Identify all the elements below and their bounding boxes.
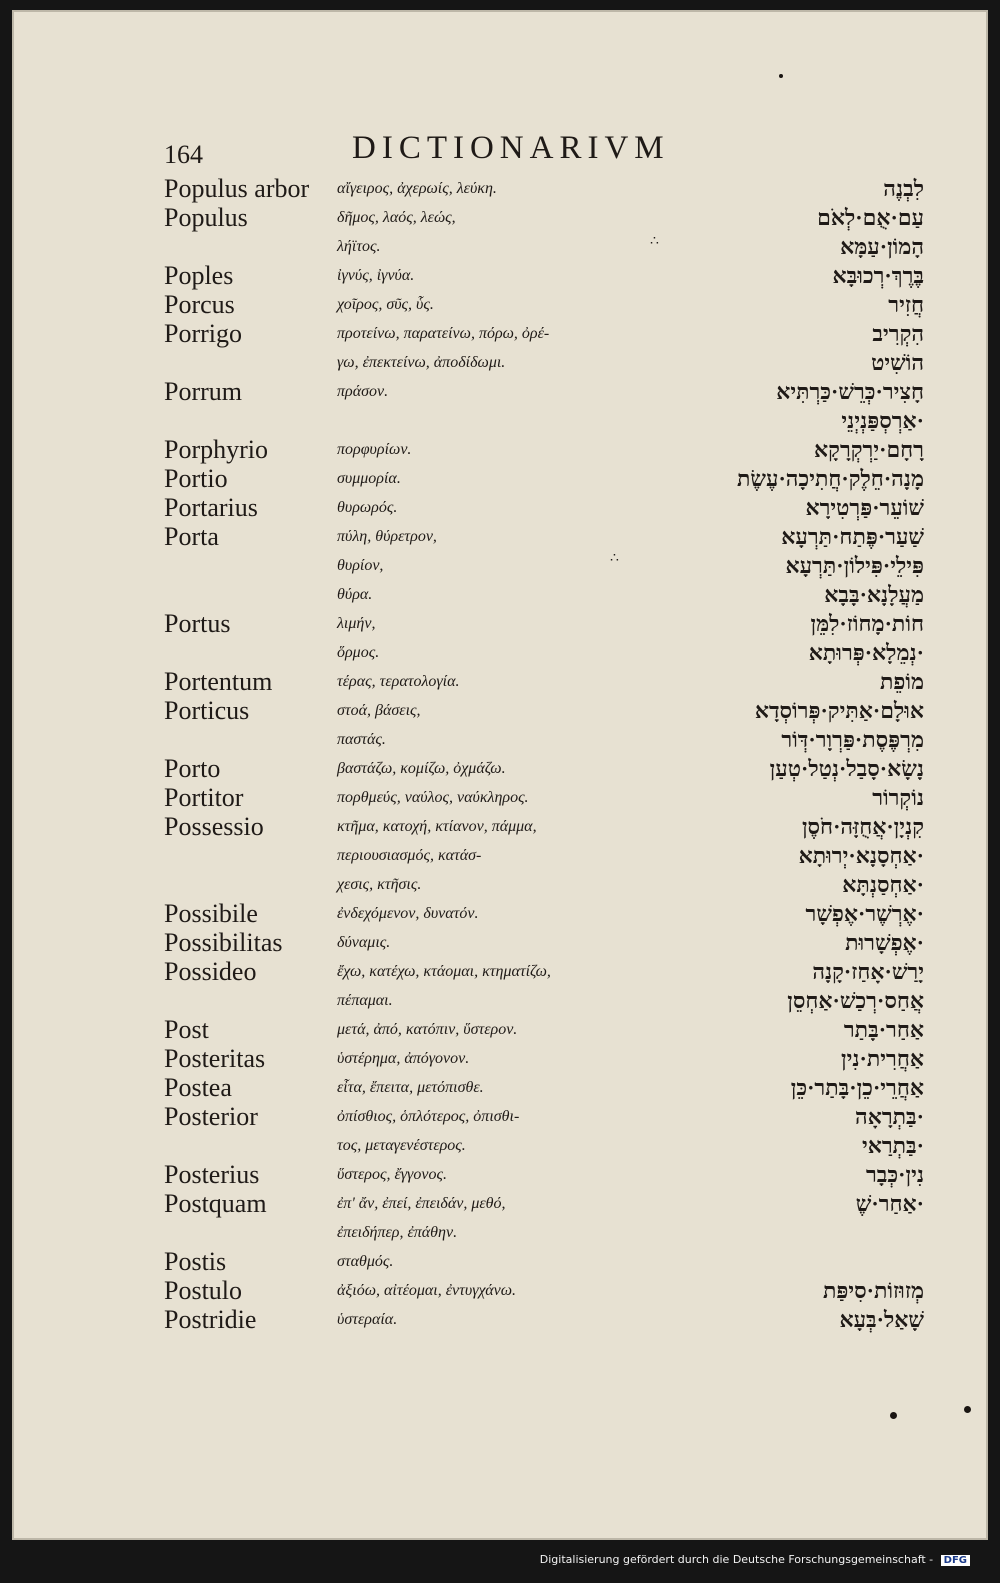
digitization-footer (540, 1553, 970, 1566)
hebrew-gloss: רָחָם·יַרְקְרָקָא (814, 437, 924, 462)
hebrew-gloss: אוּלָם·אַתִּיק·פְּרוֹסְדָא (754, 698, 924, 723)
entry-row (14, 551, 988, 580)
entry-row (14, 609, 988, 638)
greek-gloss: ὑστεραία. (337, 1311, 398, 1328)
latin-headword: Porrum (164, 377, 242, 406)
latin-headword: Postulo (164, 1276, 243, 1305)
greek-gloss: τέρας, τερατολογία. (337, 673, 460, 690)
hebrew-gloss: ·נְמֵלָא·פְּרוּתָא (808, 640, 924, 665)
greek-gloss: εἶτα, ἔπειτα, μετόπισθε. (337, 1079, 484, 1096)
entry-row (14, 580, 988, 609)
latin-headword: Posterior (164, 1102, 258, 1131)
hebrew-gloss: מִרְפֶּסֶת·פַּרְוָר·דְּוֹר (781, 727, 924, 752)
entry-row (14, 261, 988, 290)
hebrew-gloss: יָרַשׁ·אָחַז·קָנָה (812, 959, 924, 984)
hebrew-gloss: אַחֲרִית·נִין (840, 1046, 924, 1071)
latin-headword: Porrigo (164, 319, 242, 348)
greek-gloss: γω, ἐπεκτείνω, ἀποδίδωμι. (337, 354, 506, 371)
entry-row (14, 841, 988, 870)
greek-gloss: περιουσιασμός, κατάσ- (337, 847, 482, 864)
entry-row (14, 1218, 988, 1247)
greek-gloss: δῆμος, λαός, λεώς, (337, 209, 456, 226)
greek-gloss: ἰγνύς, ἰγνύα. (337, 267, 415, 284)
entry-row (14, 1160, 988, 1189)
greek-gloss: ὕστερος, ἔγγονος. (337, 1166, 447, 1183)
latin-headword: Possibile (164, 899, 258, 928)
hebrew-gloss: ·אֶפְשָׁרוּת (845, 930, 924, 955)
hebrew-gloss: מַעֲלָנָא·בָּבָא (824, 582, 924, 607)
hebrew-gloss: ·אַחְסָנָא·יְרוּתָא (798, 843, 924, 868)
entry-row (14, 1189, 988, 1218)
entry-row (14, 348, 988, 377)
entry-row (14, 667, 988, 696)
entry-row (14, 377, 988, 406)
speck-mark (890, 1412, 897, 1419)
latin-headword: Populus (164, 203, 248, 232)
hebrew-gloss: ·אַחַר·שֶׁ (855, 1191, 924, 1216)
greek-gloss: ὀπίσθιος, ὁπλότερος, ὀπισθι- (337, 1108, 520, 1125)
greek-gloss: στοά, βάσεις, (337, 702, 421, 719)
hebrew-gloss: מָנָה·חֵלֶק·חֲתִיכָה·עֶשֶׂת (737, 466, 924, 491)
latin-headword: Postridie (164, 1305, 257, 1334)
hebrew-gloss: הָמוֹן·עַמָּא (840, 234, 924, 259)
latin-headword: Post (164, 1015, 209, 1044)
greek-gloss: ἔχω, κατέχω, κτάομαι, κτηματίζω, (337, 963, 551, 980)
hebrew-gloss: ·אַחְסַנְתָּא (842, 872, 924, 897)
hebrew-gloss: נוֹקְרוֹר (872, 785, 924, 810)
entry-row (14, 1131, 988, 1160)
ornament-mark: ∴ (650, 234, 659, 249)
greek-gloss: δύναμις. (337, 934, 391, 951)
entry-row (14, 1073, 988, 1102)
greek-gloss: ἐπειδήπερ, ἐπάθην. (337, 1224, 458, 1241)
greek-gloss: προτείνω, παρατείνω, πόρω, ὀρέ- (337, 325, 550, 342)
entry-row (14, 319, 988, 348)
hebrew-gloss: הִקְרִיב (872, 321, 924, 346)
latin-headword: Portio (164, 464, 228, 493)
hebrew-gloss: בֶּרֶךְ·רְכוּבָּא (832, 263, 924, 288)
entry-row (14, 638, 988, 667)
hebrew-gloss: ·אַרְסְפַּנְיְנֵי (841, 408, 924, 433)
speck-mark (964, 1406, 971, 1413)
greek-gloss: μετά, ἀπό, κατόπιν, ὕστερον. (337, 1021, 518, 1038)
entry-row (14, 1247, 988, 1276)
greek-gloss: ἀξιόω, αἰτέομαι, ἐντυγχάνω. (337, 1282, 517, 1299)
entry-row (14, 899, 988, 928)
entry-row (14, 1305, 988, 1334)
greek-gloss: σταθμός. (337, 1253, 394, 1270)
entry-row (14, 174, 988, 203)
latin-headword: Populus arbor (164, 174, 310, 203)
latin-headword: Porto (164, 754, 221, 783)
latin-headword: Possibilitas (164, 928, 283, 957)
ornament-mark: ∴ (610, 551, 619, 566)
running-head: DICTIONARIVM (352, 130, 670, 166)
latin-headword: Portitor (164, 783, 244, 812)
hebrew-gloss: קִנְיָן·אֲחֻזָּה·חֹסֶן (801, 814, 924, 839)
latin-headword: Postea (164, 1073, 232, 1102)
entry-row (14, 232, 988, 261)
entry-row (14, 928, 988, 957)
hebrew-gloss: שׁוֹעֵר·פַּרְטִירָא (805, 495, 924, 520)
entry-row (14, 986, 988, 1015)
greek-gloss: θυρίον, (337, 557, 384, 574)
hebrew-gloss: חוֹת·מָחוֹז·לִמֵּן (810, 611, 924, 636)
hebrew-gloss: אַחַר·בָּתַר (843, 1017, 924, 1042)
entry-row (14, 464, 988, 493)
hebrew-gloss: מְזוּזוֹת·סִיפַּת (823, 1278, 924, 1303)
latin-headword: Portus (164, 609, 231, 638)
greek-gloss: συμμορία. (337, 470, 401, 487)
hebrew-gloss: חָצִיר·כְּרֵשׁ·כַּרְתִּיא (776, 379, 924, 404)
greek-gloss: πράσον. (337, 383, 389, 400)
greek-gloss: πύλη, θύρετρον, (337, 528, 437, 545)
entry-row (14, 435, 988, 464)
greek-gloss: ἐνδεχόμενον, δυνατόν. (337, 905, 479, 922)
entry-row (14, 870, 988, 899)
page-number: 164 (164, 140, 203, 169)
entry-row (14, 1102, 988, 1131)
entry-row (14, 203, 988, 232)
entry-row (14, 406, 988, 435)
entry-row (14, 696, 988, 725)
greek-gloss: πορθμεύς, ναύλος, ναύκληρος. (337, 789, 529, 806)
hebrew-gloss: שַׁעַר·פֶּתַח·תַּרְעָא (781, 524, 924, 549)
greek-gloss: βαστάζω, κομίζω, ὀχμάζω. (337, 760, 506, 777)
latin-headword: Porcus (164, 290, 235, 319)
latin-headword: Posteritas (164, 1044, 266, 1073)
greek-gloss: ἐπ' ἄν, ἐπεί, ἐπειδάν, μεθό, (337, 1195, 506, 1212)
hebrew-gloss: חֲזִיר (888, 292, 924, 317)
greek-gloss: αἴγειρος, ἀχερωίς, λεύκη. (337, 180, 497, 197)
entry-row (14, 1015, 988, 1044)
latin-headword: Postquam (164, 1189, 267, 1218)
entry-row (14, 522, 988, 551)
footer-credit: Digitalisierung gefördert durch die Deutsche Forschungsgemeinschaft - (539, 1553, 934, 1566)
entry-row (14, 1276, 988, 1305)
latin-headword: Portarius (164, 493, 258, 522)
greek-gloss: λήϊτος. (337, 238, 381, 255)
dfg-logo: DFG (941, 1555, 970, 1566)
hebrew-gloss: מוֹפֵת (879, 669, 924, 694)
greek-gloss: πορφυρίων. (337, 441, 412, 458)
entry-row (14, 290, 988, 319)
greek-gloss: χεσις, κτῆσις. (337, 876, 422, 893)
latin-headword: Possessio (164, 812, 264, 841)
greek-gloss: θύρα. (337, 586, 373, 603)
latin-headword: Porticus (164, 696, 250, 725)
latin-headword: Poples (164, 261, 234, 290)
hebrew-gloss: פִּילֵי·פִּילוֹן·תַּרְעָא (785, 553, 924, 578)
greek-gloss: χοῖρος, σῦς, ὗς. (337, 296, 434, 313)
latin-headword: Porphyrio (164, 435, 268, 464)
greek-gloss: τος, μεταγενέστερος. (337, 1137, 466, 1154)
entry-row (14, 812, 988, 841)
entry-row (14, 957, 988, 986)
hebrew-gloss: נִין·כְּבָר (865, 1162, 924, 1187)
hebrew-gloss: לִבְנֶה (883, 176, 924, 201)
entry-row (14, 754, 988, 783)
greek-gloss: θυρωρός. (337, 499, 398, 516)
entry-row (14, 1044, 988, 1073)
hebrew-gloss: אַחֲרֵי·כֵן·בָּתַר·כֵּן (790, 1075, 924, 1100)
entry-row (14, 725, 988, 754)
latin-headword: Porta (164, 522, 219, 551)
hebrew-gloss: ·אֶרְשֶׁר·אֶפְשָׁר (805, 901, 924, 926)
hebrew-gloss: הוֹשִׁיט (871, 350, 924, 375)
hebrew-gloss: ·בַּתְרָאָה (855, 1104, 924, 1129)
greek-gloss: ὅρμος. (337, 644, 380, 661)
hebrew-gloss: עַם·אֻם·לְאֹם (817, 205, 924, 230)
entry-row (14, 493, 988, 522)
greek-gloss: λιμήν, (337, 615, 376, 632)
book-page (12, 10, 988, 1540)
latin-headword: Postis (164, 1247, 227, 1276)
greek-gloss: ὑστέρημα, ἀπόγονον. (337, 1050, 470, 1067)
greek-gloss: πέπαμαι. (337, 992, 393, 1009)
greek-gloss: κτῆμα, κατοχή, κτίανον, πάμμα, (337, 818, 537, 835)
latin-headword: Portentum (164, 667, 273, 696)
hebrew-gloss: שָׁאַל·בְּעָא (839, 1307, 924, 1332)
latin-headword: Possideo (164, 957, 257, 986)
hebrew-gloss: אֲחַס·רְכַשׁ·אַחְסֵן (787, 988, 924, 1013)
hebrew-gloss: ·בַּתְרַאי (861, 1133, 924, 1158)
speck-mark (779, 74, 783, 78)
latin-headword: Posterius (164, 1160, 260, 1189)
greek-gloss: παστάς. (337, 731, 386, 748)
hebrew-gloss: נָשָׂא·סָבַל·נְטַל·טְעַן (769, 756, 924, 781)
entry-row (14, 783, 988, 812)
